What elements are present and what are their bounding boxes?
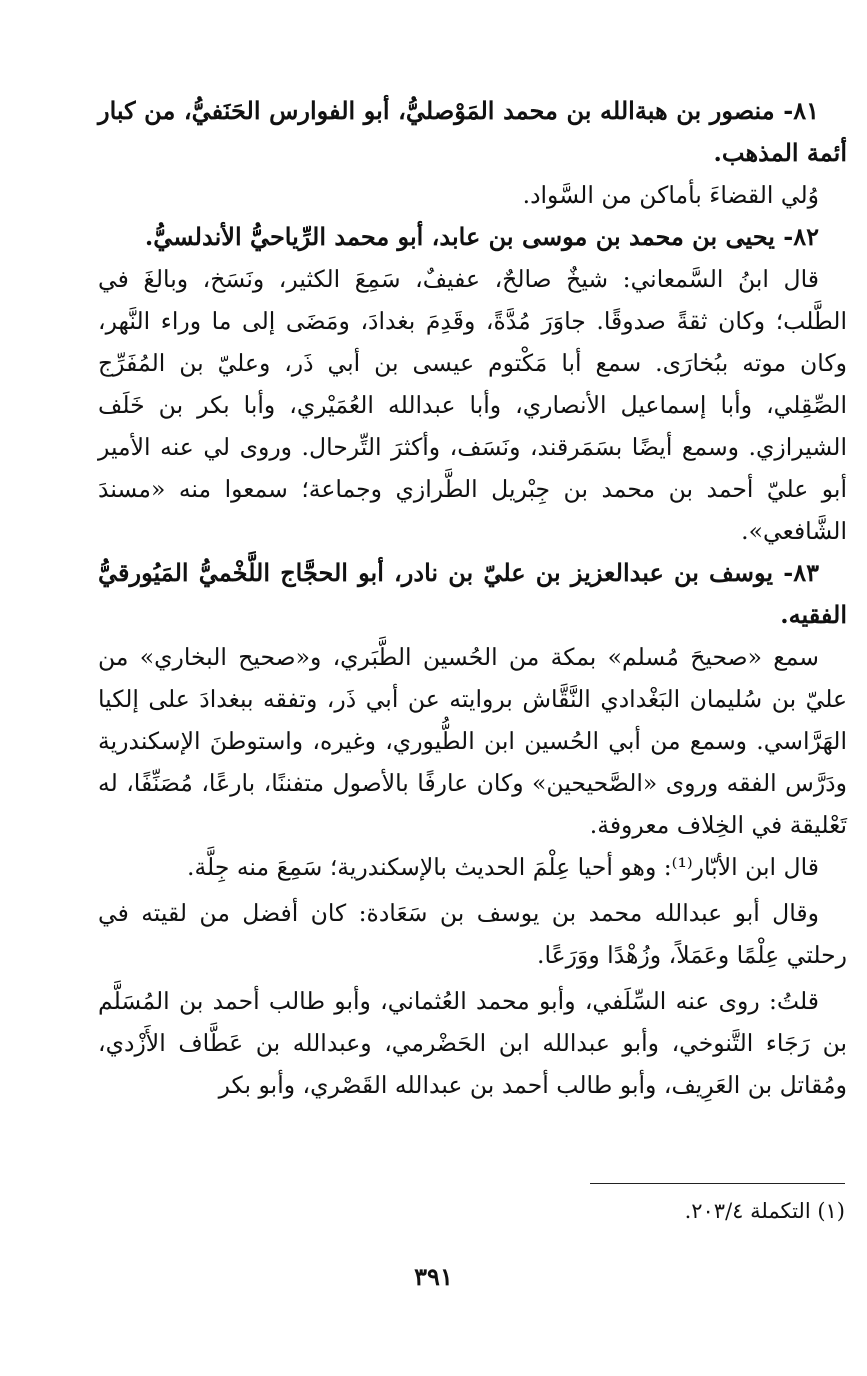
entry-81-heading: ٨١- منصور بن هبةالله بن محمد المَوْصليُّ، أبو الفوارس الحَنَفيُّ، من كبار أئمة المذهب. <box>98 96 847 167</box>
entry-83-quote-abbar: قال ابن الأبّار⁽¹⁾: وهو أحيا عِلْمَ الحديث بالإسكندرية؛ سَمِعَ منه جِلَّة. <box>186 853 819 881</box>
page-number: ٣٩١ <box>414 1262 453 1291</box>
footnote: (١) التكملة ٢٠٣/٤. <box>684 1199 845 1223</box>
entry-81-body: وُلي القضاءَ بأماكن من السَّواد. <box>522 181 819 209</box>
entry-82-body: قال ابنُ السَّمعاني: شيخٌ صالحٌ، عفيفٌ، سَمِعَ الكثير، ونَسَخ، وبالغَ في الطَّلب؛ وكان ثقةً صدوقًا. جاوَرَ مُدَّةً، وقَدِمَ بغدادَ، ومَضَى إلى ما وراء النَّهر، وكان موته ببُخارَى. سمع أبا مَكْتوم عيسى بن أبي ذَر، وعليّ بن المُفَرِّج الصِّقِلي، وأبا إسماعيل الأنصاري، وأبا عبدالله العُمَيْري، وأبا بكر بن خَلَف الشيرازي. وسمع أيضًا بسَمَرقند، ونَسَف، وأكثرَ التِّرحال. وروى لي عنه الأمير أبو عليّ أحمد بن محمد بن جِبْريل الطَّرازي وجماعة؛ سمعوا منه «مسندَ الشَّافعي». <box>98 265 847 545</box>
entry-82-heading: ٨٢- يحيى بن محمد بن موسى بن عابد، أبو محمد الرِّياحيُّ الأندلسيُّ. <box>144 222 819 251</box>
footnote-divider <box>590 1183 845 1184</box>
entry-83-heading: ٨٣- يوسف بن عبدالعزيز بن عليّ بن نادر، أبو الحجَّاج اللَّخْميُّ المَيُورقيُّ الفقيه. <box>98 558 847 629</box>
main-text <box>98 90 847 1106</box>
entry-83-body: سمع «صحيحَ مُسلم» بمكة من الحُسين الطَّبَري، و«صحيح البخاري» من عليّ بن سُليمان البَغْدادي النَّقَّاش بروايته عن أبي ذَر، وتفقه ببغدادَ على إلكيا الهَرَّاسي. وسمع من أبي الحُسين ابن الطُّيوري، وغيره، واستوطنَ الإسكندرية ودَرَّس الفقه وروى «الصَّحيحين» وكان عارفًا بالأصول متفننًا، بارعًا، مُصَنِّفًا، له تَعْليقة في الخِلاف معروفة. <box>98 643 847 839</box>
entry-83-narrators: قلتُ: روى عنه السِّلَفي، وأبو محمد العُثماني، وأبو طالب أحمد بن المُسَلَّم بن رَجَاء التَّنوخي، وأبو عبدالله ابن الحَضْرمي، وعبدالله بن عَطَّاف الأَزْدي، ومُقاتل بن العَرِيف، وأبو طالب أحمد بن عبدالله القَصْري، وأبو بكر <box>98 987 847 1099</box>
entry-83-quote-saada: وقال أبو عبدالله محمد بن يوسف بن سَعَادة: كان أفضل من لقيته في رحلتي عِلْمًا وعَمَلاً، وزُهْدًا ووَرَعًا. <box>98 899 847 969</box>
